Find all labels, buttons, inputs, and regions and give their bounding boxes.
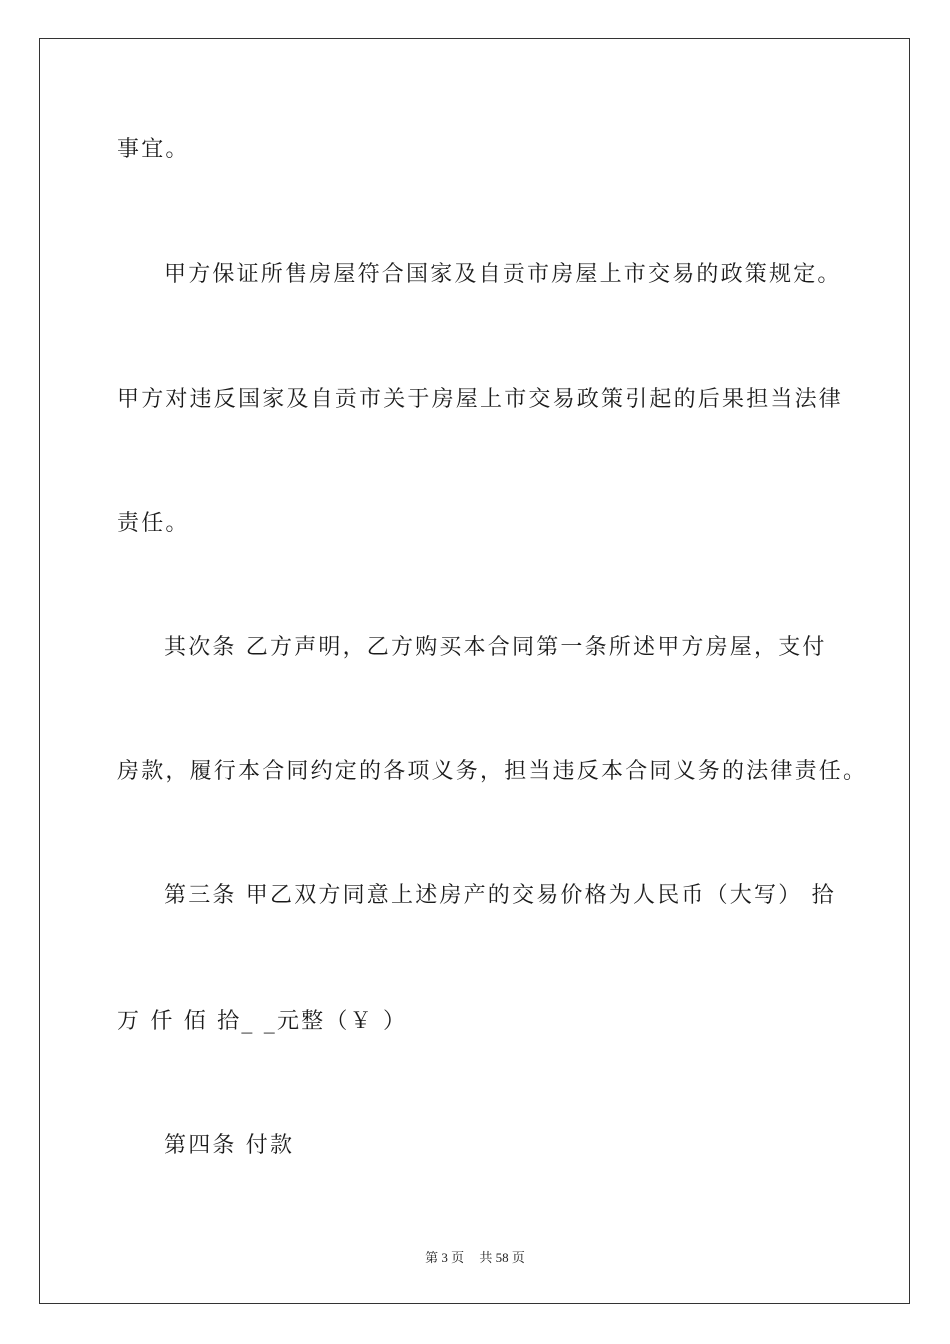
text-line-7: 第三条 甲乙双方同意上述房产的交易价格为人民币（大写） 拾	[164, 883, 836, 908]
text-line-6: 房款，履行本合同约定的各项义务，担当违反本合同义务的法律责任。	[117, 759, 868, 784]
text-line-9: 第四条 付款	[164, 1133, 295, 1158]
text-line-5: 其次条 乙方声明，乙方购买本合同第一条所述甲方房屋，支付	[164, 635, 827, 660]
text-line-3: 甲方对违反国家及自贡市关于房屋上市交易政策引起的后果担当法律	[117, 387, 844, 412]
page-total: 共 58 页	[479, 1250, 525, 1265]
page-number: 第 3 页	[425, 1250, 465, 1265]
text-line-4: 责任。	[117, 511, 190, 536]
text-line-8: 万 仟 佰 拾_ _元整（￥ ）	[117, 1009, 408, 1034]
page-footer	[0, 1247, 950, 1266]
text-line-1: 事宜。	[117, 137, 190, 162]
text-line-2: 甲方保证所售房屋符合国家及自贡市房屋上市交易的政策规定。	[164, 262, 842, 287]
page-frame	[39, 38, 910, 1304]
